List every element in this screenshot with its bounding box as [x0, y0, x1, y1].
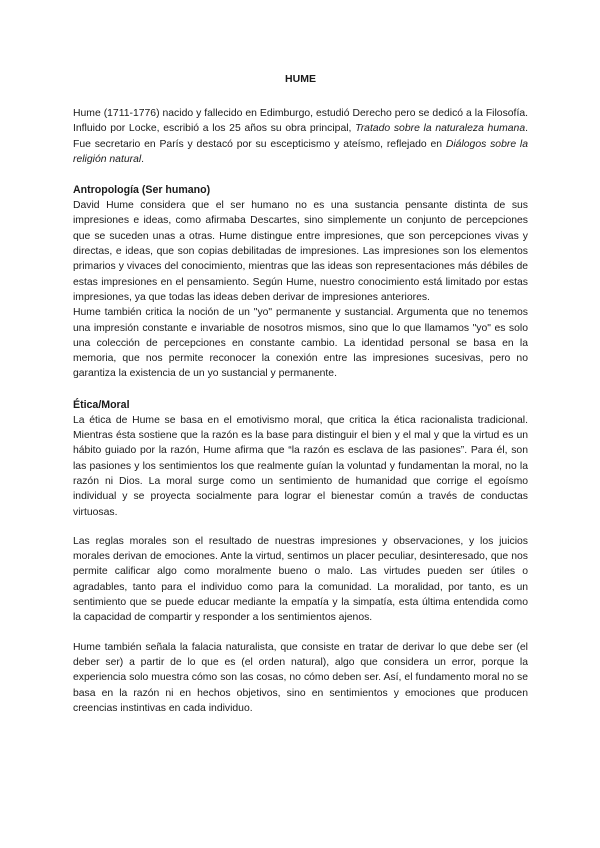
intro-text-1: Hume (1711-1776) nacido y fallecido en Edimburgo, estudió Derecho pero se dedicó a la Filosofía. Influido por Locke, escribió a los 25 años su obra principal, [73, 108, 528, 135]
section-paragraph: Hume también señala la falacia naturalista, que consiste en tratar de derivar lo que debe ser (el deber ser) a partir de lo que es (el orden natural), algo que considera un error, porque la experiencia solo muestra cómo son las cosas, no cómo deben ser. Así, el fundamento moral no se basa en la razón ni en hechos objetivos, sino en sentimientos y emociones que producen creencias instintivas en cada individuo. [73, 641, 528, 714]
document-page [73, 72, 528, 732]
section-heading: Antropología (Ser humano) [73, 184, 211, 197]
intro-work-2: Diálogos sobre la religión natural [73, 138, 528, 165]
section-etica-moral [73, 398, 528, 716]
intro-text-2: . Fue secretario en París y destacó por su escepticismo y ateísmo, reflejado en [73, 123, 528, 150]
section-antropologia [73, 183, 528, 382]
intro-text-3: . [141, 153, 145, 165]
intro-paragraph [73, 106, 528, 167]
document-title: HUME [285, 73, 316, 85]
section-heading: Ética/Moral [73, 398, 130, 411]
section-paragraph: Las reglas morales son el resultado de nuestras impresiones y observaciones, y los juicios morales derivan de emociones. Ante la virtud, sentimos un placer peculiar, desinteresado, que nos permite calificar algo como moralmente bueno o malo. Las virtudes pueden ser útiles o agradables, tanto para el individuo como para la comunidad. La moralidad, por tanto, es un sentimiento que se puede educar mediante la empatía y la simpatía, esta última entendida como la capacidad de compartir y responder a los sentimientos ajenos. [73, 535, 528, 624]
section-paragraph: Hume también critica la noción de un "yo" permanente y sustancial. Argumenta que no tenemos una impresión constante e invariable de nosotros mismos, sino que lo que llamamos "yo" es solo una colección de percepciones en constante cambio. La identidad personal se basa en la memoria, que nos permite reconocer la conexión entre las impresiones sucesivas, pero no garantiza la existencia de un yo sustancial y permanente. [73, 307, 528, 380]
section-paragraph: David Hume considera que el ser humano no es una sustancia pensante distinta de sus impresiones e ideas, como afirmaba Descartes, sino simplemente un conjunto de percepciones que se suceden unas a otras. Hume distingue entre impresiones, que son percepciones vivas y directas, e ideas, que son copias debilitadas de impresiones. Las impresiones son los elementos primarios y vivaces del conocimiento, mientras que las ideas son representaciones más débiles de estas impresiones en el pensamiento. Según Hume, nuestro conocimiento está limitado por estas impresiones, ya que todas las ideas deben derivar de impresiones anteriores. [73, 200, 528, 303]
section-paragraph: La ética de Hume se basa en el emotivismo moral, que critica la ética racionalista tradicional. Mientras ésta sostiene que la razón es la base para distinguir el bien y el mal y que la virtud es un hábito guiado por la razón, Hume afirma que “la razón es esclava de las pasiones”. Para él, son las pasiones y los sentimientos los que realmente guían la voluntad y fundamentan la moral, no la razón ni Dios. La moral surge como un sentimiento de humanidad que corrige el egoísmo individual y se proyecta socialmente para lograr el bienestar común a través de conductas virtuosas. [73, 414, 528, 518]
intro-work-1: Tratado sobre la naturaleza humana [355, 123, 526, 135]
